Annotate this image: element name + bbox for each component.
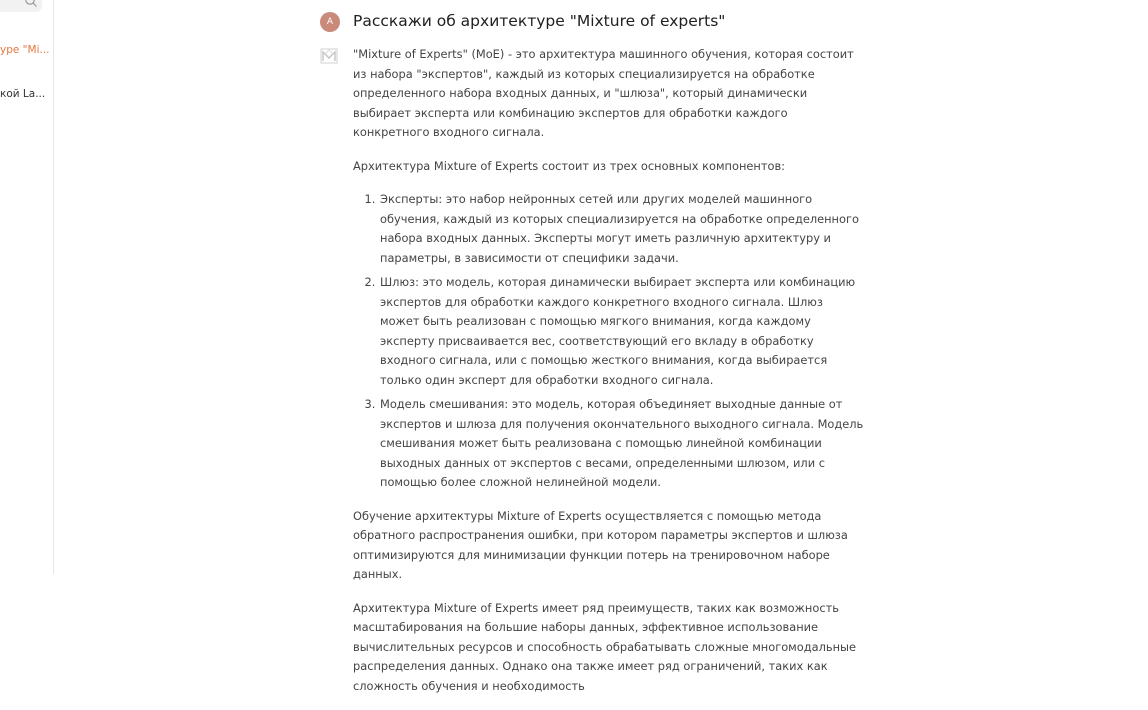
answer-list-item: 3. Модель смешивания: это модель, которая объединяет выходные данные от экспертов и шлюза для получения окончательного выходного сигнала. Модель смешивания может быть реализована с помощью линейной комбинации выходных данных от экспертов с весами, определенными шлюзом, или с помощью более сложной нелинейной модели.	[379, 395, 865, 493]
user-avatar: A	[320, 12, 340, 32]
answer-list	[353, 190, 865, 493]
sidebar-item-conversation[interactable]: кой La...	[0, 88, 46, 100]
answer-paragraph: "Mixture of Experts" (MoE) - это архитектура машинного обучения, которая состоит из набора "экспертов", каждый из которых специализируется на обработке определенного набора входных данных, и "шлюза", который динамически выбирает эксперта или комбинацию экспертов для обработки каждого конкретного входного сигнала.	[353, 47, 854, 139]
sidebar-item-conversation-active[interactable]: уре "Mi...	[0, 44, 50, 56]
sidebar	[0, 0, 54, 574]
answer-list-item: 2. Шлюз: это модель, которая динамически выбирает эксперта или комбинацию экспертов для обработки каждого конкретного входного сигнала. Шлюз может быть реализован с помощью мягкого внимания, когда каждому эксперту присваивается вес, соответствующий его вкладу в обработку входного сигнала, или с помощью жесткого внимания, когда выбирается только один эксперт для обработки входного сигнала.	[379, 273, 865, 390]
assistant-answer	[353, 45, 865, 710]
assistant-logo-icon	[320, 47, 338, 65]
search-icon[interactable]	[24, 0, 38, 8]
user-question: Расскажи об архитектуре "Mixture of experts"	[353, 12, 726, 30]
answer-paragraph: Обучение архитектуры Mixture of Experts осуществляется с помощью метода обратного распространения ошибки, при котором параметры экспертов и шлюза оптимизируются для минимизации функции потерь на тренировочном наборе данных.	[353, 508, 848, 581]
answer-list-item: 1. Эксперты: это набор нейронных сетей или других моделей машинного обучения, каждый из которых специализируется на обработке определенного набора входных данных. Эксперты могут иметь различную архитектуру и параметры, в зависимости от специфики задачи.	[379, 190, 865, 268]
answer-paragraph: Архитектура Mixture of Experts имеет ряд преимуществ, таких как возможность масштабирования на большие наборы данных, эффективное использование вычислительных ресурсов и способность обрабатывать сложные многомодальные распределения данных. Однако она также имеет ряд ограничений, таких как сложность обучения и необходимость	[353, 600, 857, 693]
chat-main	[55, 0, 1148, 693]
answer-paragraph: Архитектура Mixture of Experts состоит из трех основных компонентов:	[353, 158, 786, 173]
